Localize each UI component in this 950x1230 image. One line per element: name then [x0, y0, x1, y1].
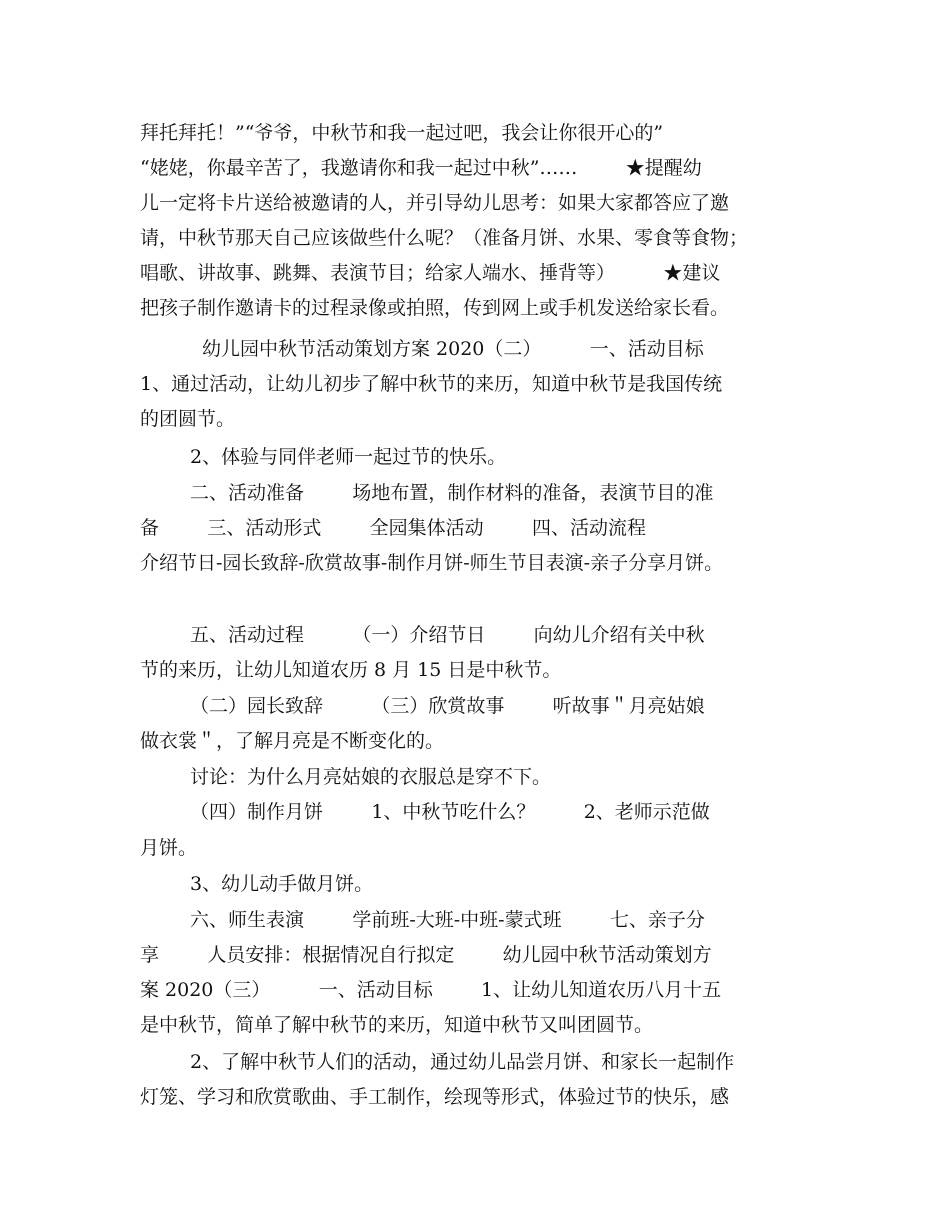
text-line: 唱歌、讲故事、跳舞、表演节目；给家人端水、捶背等） ★建议: [140, 262, 721, 284]
text-line: （二）园长致辞 （三）欣赏故事 听故事＂月亮姑娘: [190, 695, 705, 717]
text-line: 1、通过活动，让幼儿初步了解中秋节的来历，知道中秋节是我国传统: [140, 373, 723, 395]
text-line: 儿一定将卡片送给被邀请的人，并引导幼儿思考：如果大家都答应了邀: [140, 192, 730, 214]
text-line: 介绍节日-园长致辞-欣赏故事-制作月饼-师生节目表演-亲子分享月饼。: [140, 552, 724, 574]
text-line: 请，中秋节那天自己应该做些什么呢？（准备月饼、水果、零食等食物；: [140, 227, 749, 249]
text-line: 二、活动准备 场地布置，制作材料的准备，表演节目的准: [190, 482, 714, 504]
text-line: 把孩子制作邀请卡的过程录像或拍照，传到网上或手机发送给家长看。: [140, 297, 730, 319]
text-line: 做衣裳＂，了解月亮是不断变化的。: [140, 730, 445, 752]
text-line: 节的来历，让幼儿知道农历 8 月 15 日是中秋节。: [140, 659, 562, 681]
text-line: 六、师生表演 学前班-大班-中班-蒙式班 七、亲子分: [190, 909, 705, 931]
text-line: 幼儿园中秋节活动策划方案 2020（二） 一、活动目标: [202, 338, 704, 360]
text-line: 3、幼儿动手做月饼。: [190, 873, 374, 895]
text-line: “姥姥，你最辛苦了，我邀请你和我一起过中秋”…… ★提醒幼: [140, 157, 702, 179]
text-line: 案 2020（三） 一、活动目标 1、让幼儿知道农历八月十五: [140, 979, 722, 1001]
text-line: 灯笼、学习和欣赏歌曲、手工制作，绘现等形式，体验过节的快乐，感: [140, 1086, 730, 1108]
text-line: 拜托拜托！”“爷爷，中秋节和我一起过吧，我会让你很开心的”: [140, 122, 664, 144]
text-line: 月饼。: [140, 837, 198, 859]
text-line: 享 人员安排：根据情况自行拟定 幼儿园中秋节活动策划方: [140, 944, 712, 966]
text-line: 的团圆节。: [140, 408, 236, 430]
text-line: 备 三、活动形式 全园集体活动 四、活动流程: [140, 517, 646, 539]
text-line: 是中秋节，简单了解中秋节的来历，知道中秋节又叫团圆节。: [140, 1014, 654, 1036]
text-line: 2、体验与同伴老师一起过节的快乐。: [190, 446, 507, 468]
text-line: 2、了解中秋节人们的活动，通过幼儿品尝月饼、和家长一起制作: [190, 1051, 735, 1073]
text-line: 五、活动过程 （一）介绍节日 向幼儿介绍有关中秋: [190, 624, 705, 646]
text-line: 讨论：为什么月亮姑娘的衣服总是穿不下。: [190, 766, 552, 788]
text-line: （四）制作月饼 1、中秋节吃什么？ 2、老师示范做: [190, 801, 710, 823]
